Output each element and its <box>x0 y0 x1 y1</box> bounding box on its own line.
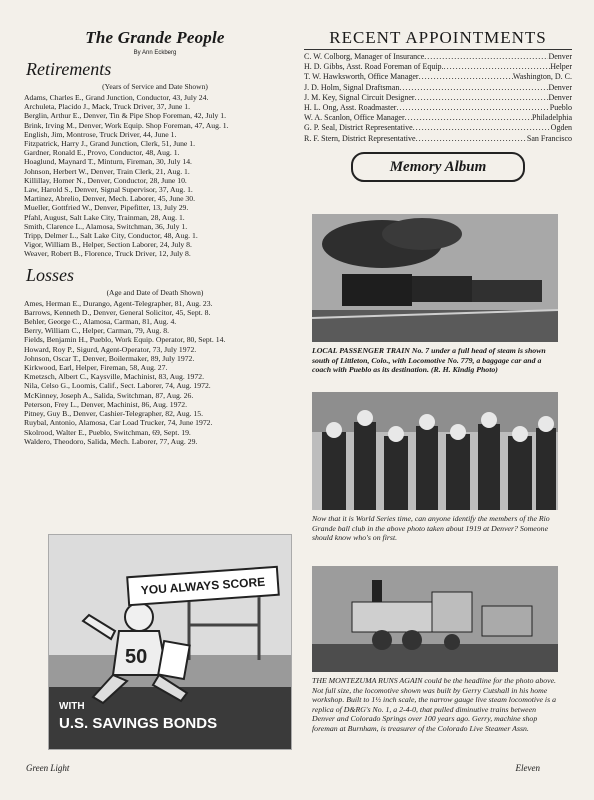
retirement-entry: English, Jim, Montrose, Truck Driver, 44, June 1. <box>24 129 177 139</box>
appointment-location: San Francisco <box>526 133 572 143</box>
ad-with: WITH <box>59 701 85 712</box>
recent-appointments-heading: RECENT APPOINTMENTS <box>304 28 572 50</box>
ball-club-photo <box>312 392 558 510</box>
retirement-entry: Weaver, Robert B., Florence, Truck Driver, 12, July 8. <box>24 249 191 259</box>
footer-publication: Green Light <box>26 763 70 773</box>
loss-entry: Peterson, Frey L., Denver, Machinist, 86, Aug. 1972. <box>24 399 188 409</box>
appointee: C. W. Colborg, Manager of Insurance <box>304 52 425 61</box>
retirement-entry: Gardner, Ronald E., Provo, Conductor, 48, Aug. 1. <box>24 148 180 158</box>
retirement-entry: Hoaglund, Maynard T., Minturn, Fireman, 30, July 14. <box>24 157 192 167</box>
retirement-entry: Pfahl, August, Salt Lake City, Trainman, 28, Aug. 1. <box>24 212 185 222</box>
loss-entry: Johnson, Oscar T., Denver, Boilermaker, 89, July 1972. <box>24 353 195 363</box>
loss-entry: Howard, Roy P., Sigurd, Agent-Operator, 73, July 1972. <box>24 344 197 354</box>
retirement-entry: Smith, Clarence L., Alamosa, Switchman, 36, July 1. <box>24 221 188 231</box>
retirement-entry: Johnson, Herbert W., Denver, Train Clerk, 21, Aug. 1. <box>24 166 190 176</box>
retirements-heading: Retirements <box>26 59 112 79</box>
retirement-entry: Tripp, Delmer L., Salt Lake City, Conductor, 48, Aug. 1. <box>24 231 198 241</box>
montezuma-caption: THE MONTEZUMA RUNS AGAIN could be the headline for the photo above. Not full size, the locomotive shown was built by Gerry Cutshall in his home workshop. Built to 1½ inch scale, the narrow gauge live steam locomotive is a replica of D&RG's No. 1, a 2-4-0, that pulled diminutive trains between Denver and Colorado Springs over 100 years ago. Gerry, machine shop foreman at Burnham, is treasurer of the Colorado Live Steamer Assn. <box>312 676 556 733</box>
retirement-entry: Killillay, Homer N., Denver, Conductor, 28, June 10. <box>24 175 187 185</box>
savings-bonds-ad <box>48 534 292 750</box>
appointment-location: Denver <box>548 82 572 92</box>
appointment-row <box>304 134 572 144</box>
ad-banner: YOU ALWAYS SCORE <box>126 566 280 607</box>
appointee: J. M. Key, Signal Circuit Designer <box>304 92 415 102</box>
loss-entry: Berry, William C., Helper, Carman, 79, Aug. 8. <box>24 326 169 336</box>
losses-heading: Losses <box>26 264 75 285</box>
loss-entry: Ames, Herman E., Durango, Agent-Telegrapher, 81, Aug. 23. <box>24 298 213 308</box>
appointee: W. A. Scanlon, Office Manager <box>304 113 405 123</box>
losses-list <box>24 299 286 446</box>
appointment-row <box>304 83 572 93</box>
loss-entry: Barrows, Kenneth D., Denver, General Solicitor, 45, Sept. 8. <box>24 307 211 317</box>
right-column <box>304 28 572 182</box>
train-photo <box>312 214 558 342</box>
appointment-location: Philadelphia <box>532 113 572 123</box>
appointment-location: Denver <box>548 92 572 102</box>
retirement-entry: Adams, Charles E., Grand Junction, Conductor, 43, July 24. <box>24 93 209 102</box>
appointment-location: Washington, D. C. <box>512 72 572 82</box>
retirement-entry: Berglin, Arthur E., Denver, Tin & Pipe Shop Foreman, 42, July 1. <box>24 111 226 121</box>
appointment-row <box>304 113 572 123</box>
loss-entry: Ruybal, Antonio, Alamosa, Car Load Trucker, 74, June 1972. <box>24 418 213 428</box>
jersey-number: 50 <box>125 646 148 668</box>
appointee: R. F. Stern, District Representative <box>304 133 416 143</box>
retirement-entry: Vigor, William B., Helper, Section Laborer, 24, July 8. <box>24 240 192 250</box>
train-caption: LOCAL PASSENGER TRAIN No. 7 under a full head of steam is shown south of Littleton, Colo., with Locomotive No. 779, a baggage car and a coach with Pueblo as its destination. (R. H. Kindig Photo) <box>312 346 546 375</box>
retirement-entry: Brink, Irving M., Denver, Work Equip. Shop Foreman, 47, Aug. 1. <box>24 120 229 130</box>
loss-entry: Kirkwood, Earl, Helper, Fireman, 58, Aug. 27. <box>24 363 168 373</box>
retirement-entry: Mueller, Gottfried W., Denver, Pipefitter, 13, July 29. <box>24 203 189 213</box>
appointment-row <box>304 93 572 103</box>
retirements-list <box>24 93 286 259</box>
appointment-location: Ogden <box>550 123 572 133</box>
retirement-entry: Archuleta, Placido J., Mack, Truck Driver, 37, June 1. <box>24 102 191 112</box>
memory-album-heading: Memory Album <box>351 152 525 182</box>
appointment-row <box>304 52 572 62</box>
appointments-list <box>304 52 572 144</box>
appointment-location: Pueblo <box>549 103 572 113</box>
footer-page-number: Eleven <box>515 763 540 773</box>
appointment-row <box>304 62 572 72</box>
appointment-row <box>304 72 572 82</box>
loss-entry: Pitney, Guy B., Denver, Cashier-Telegrapher, 82, Aug. 15. <box>24 409 204 419</box>
appointment-location: Denver <box>548 52 572 61</box>
appointment-row <box>304 103 572 113</box>
retirement-entry: Martinez, Abrelio, Denver, Mech. Laborer, 45, June 30. <box>24 194 196 204</box>
loss-entry: Kmetzsch, Albert C., Kaysville, Machinist, 83, Aug. 1972. <box>24 372 204 382</box>
appointment-location: Helper <box>550 62 572 72</box>
loss-entry: Skolrood, Walter E., Pueblo, Switchman, 69, Sept. 19. <box>24 427 191 437</box>
retirements-subtitle: (Years of Service and Date Shown) <box>102 82 208 91</box>
losses-subtitle: (Age and Date of Death Shown) <box>106 287 204 297</box>
masthead: The Grande People <box>85 28 225 47</box>
byline: By Ann Eckberg <box>133 50 177 56</box>
appointee: H. L. Ong, Asst. Roadmaster <box>304 103 397 113</box>
loss-entry: Behler, George C., Alamosa, Carman, 81, Aug. 4. <box>24 317 177 327</box>
loss-entry: McKinney, Joseph A., Salida, Switchman, 87, Aug. 26. <box>24 390 194 400</box>
montezuma-photo <box>312 566 558 672</box>
appointment-row <box>304 123 572 133</box>
loss-entry: Fields, Benjamin H., Pueblo, Work Equip. Operator, 80, Sept. 14. <box>24 335 226 345</box>
ad-bonds: U.S. SAVINGS BONDS <box>59 715 218 732</box>
appointee: T. W. Hawksworth, Office Manager <box>304 72 419 82</box>
ball-club-caption: Now that it is World Series time, can anyone identify the members of the Rio Grande ball club in the above photo taken about 1919 at Denver? Someone should know who's on first. <box>312 514 550 543</box>
retirement-entry: Fitzpatrick, Harry J., Grand Junction, Clerk, 51, June 1. <box>24 139 196 149</box>
left-column <box>24 28 286 446</box>
loss-entry: Nila, Celso G., Loomis, Calif., Sect. Laborer, 74, Aug. 1972. <box>24 381 211 391</box>
retirement-entry: Law, Harold S., Denver, Signal Supervisor, 37, Aug. 1. <box>24 185 193 195</box>
appointee: G. P. Seal, District Representative <box>304 123 413 133</box>
appointee: H. D. Gibbs, Asst. Road Foreman of Equip. <box>304 62 444 72</box>
loss-entry: Waldero, Theodoro, Salida, Mech. Laborer, 77, Aug. 29. <box>24 436 198 446</box>
appointee: J. D. Holm, Signal Draftsman <box>304 82 400 92</box>
